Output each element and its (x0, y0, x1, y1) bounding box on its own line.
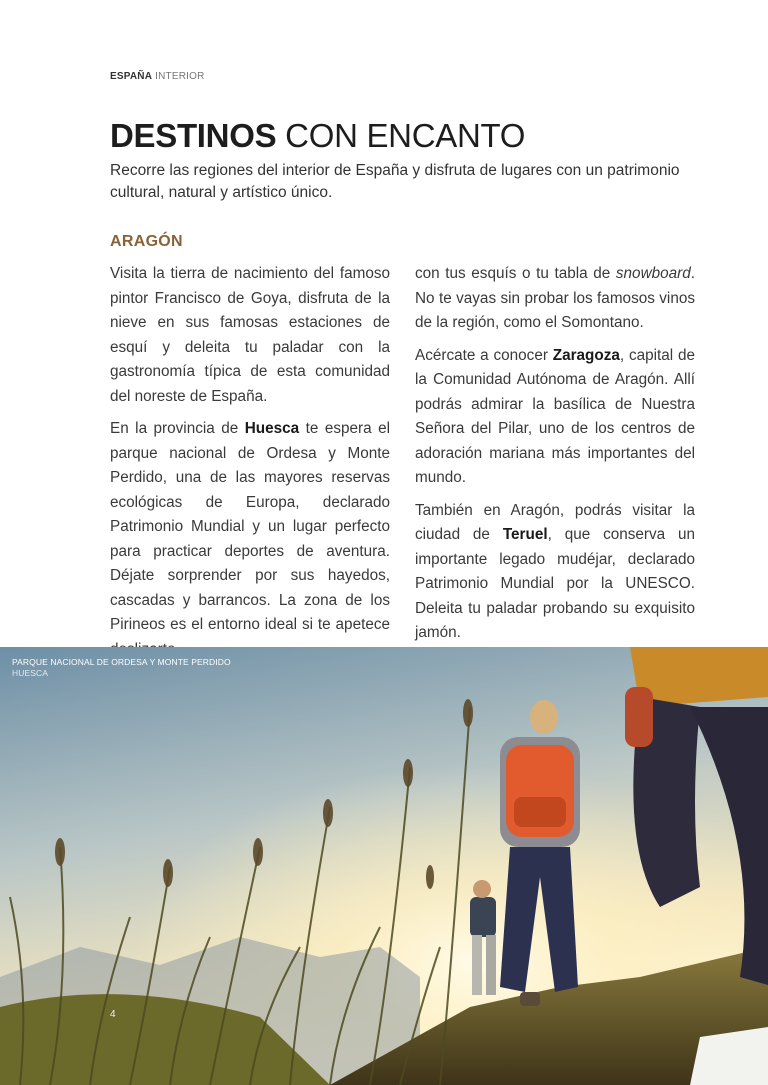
page-subtitle: Recorre las regiones del interior de España y disfruta de lugares con un patrimonio cultural, natural y artístico único. (110, 162, 680, 201)
text-run: , que conserva un importante legado mudéjar, declarado Patrimonio Mundial por la UNESCO. Deleita tu paladar probando su exquisito jamón. (415, 526, 696, 641)
page-title-bold: DESTINOS (110, 117, 277, 154)
photo-caption-title: PARQUE NACIONAL DE ORDESA Y MONTE PERDIDO (12, 657, 231, 667)
place-zaragoza: Zaragoza (552, 346, 620, 364)
text-run: con tus esquís o tu tabla de (415, 265, 616, 282)
paragraph-huesca (110, 417, 390, 662)
place-teruel: Teruel (502, 526, 548, 543)
text-column-left (110, 262, 390, 670)
section-label-country: ESPAÑA (110, 71, 153, 82)
paragraph-snowboard (415, 262, 695, 336)
text-run: . No te vayas sin probar los famosos vinos de la región, como el Somontano. (415, 265, 695, 331)
region-heading: ARAGÓN (110, 233, 183, 250)
text-run: También en Aragón, podrás visitar la ciudad de (415, 501, 695, 543)
paragraph-goya: Visita la tierra de nacimiento del famoso pintor Francisco de Goya, disfruta de la nieve en sus famosas estaciones de esquí y deleita tu paladar con la gastronomía típica de esta comunidad del noreste de España. (110, 265, 390, 405)
place-huesca: Huesca (244, 420, 300, 437)
page-number: 4 (110, 1009, 116, 1020)
text-run: En la provincia de (110, 420, 245, 437)
page-title (110, 116, 525, 156)
text-run: Acércate a conocer (415, 346, 553, 364)
photo-caption-location: HUESCA (12, 668, 49, 678)
paragraph-teruel (415, 499, 695, 646)
section-label-area: INTERIOR (155, 71, 205, 82)
text-run: te espera el parque nacional de Ordesa y Monte Perdido, una de las mayores reservas ecológicas de Europa, declarado Patrimonio Mundial y un lugar perfecto para practicar deportes de aventura. Déjate sorprender por sus hayedos, cascadas y barrancos. La zona de los Pirineos es el entorno ideal si te apetece (110, 420, 390, 633)
section-label (110, 71, 205, 82)
page-title-light: CON ENCANTO (285, 117, 526, 154)
term-snowboard: snowboard (615, 265, 691, 282)
text-column-right (415, 262, 695, 654)
paragraph-zaragoza (415, 344, 695, 491)
text-run: , capital de la Comunidad Autónoma de Aragón. Allí podrás admirar la basílica de Nuestra Señora del Pilar, uno de los centros de adoración mariana más importantes del mundo. (415, 346, 695, 486)
photo-caption (12, 657, 231, 679)
